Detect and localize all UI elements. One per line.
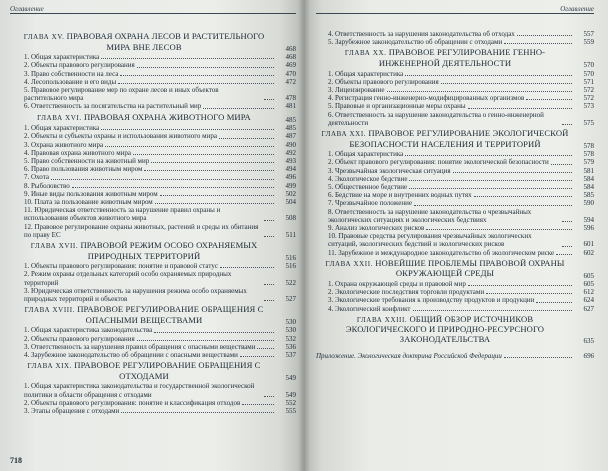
toc-entry — [12, 173, 296, 181]
dot-leader — [556, 254, 572, 255]
left-running-head: Оглавление — [10, 5, 44, 13]
toc-entry — [316, 191, 594, 199]
entry-page-number: 559 — [583, 38, 594, 47]
chapter-page-number: 530 — [285, 318, 296, 327]
entry-page-number: 584 — [583, 183, 594, 192]
entry-page-number: 496 — [285, 173, 296, 182]
dot-leader — [151, 162, 274, 163]
entry-page-number: 624 — [583, 296, 594, 305]
toc-chapter — [12, 359, 296, 382]
entry-page-number: 504 — [285, 198, 296, 207]
chapter-page-number: 468 — [285, 44, 296, 53]
chapter-prefix: ГЛАВА XXIII. — [356, 315, 408, 324]
entry-page-number: 572 — [583, 94, 594, 103]
chapter-prefix: ГЛАВА XVII. — [30, 242, 79, 251]
chapter-page-number: 549 — [285, 374, 296, 383]
dot-leader — [118, 83, 274, 84]
entry-text: 5. Зарубежное законодательство об обращении с отходами — [328, 38, 503, 47]
toc-entry — [12, 382, 296, 398]
entry-text: 9. Анализ экологических рисков — [328, 224, 425, 233]
entry-page-number: 536 — [285, 342, 296, 351]
toc-entry — [12, 223, 296, 239]
dot-leader — [468, 108, 572, 109]
entry-text: 9. Иные виды пользования животным миром — [24, 189, 158, 198]
dot-leader — [517, 35, 572, 36]
entry-page-number: 570 — [583, 69, 594, 78]
entry-text: 3. Охрана животного мира — [24, 140, 104, 149]
left-toc — [12, 30, 296, 415]
entry-page-number: 470 — [285, 69, 296, 78]
entry-page-number: 578 — [583, 150, 594, 159]
dot-leader — [453, 172, 572, 173]
entry-text: 2. Режим охраны отдельных категорий особо охраняемых природных территорий — [24, 270, 232, 287]
dot-leader — [219, 138, 274, 139]
dot-leader — [414, 205, 572, 206]
entry-page-number: 527 — [285, 295, 296, 304]
toc-chapter — [12, 111, 296, 125]
toc-entry — [316, 208, 594, 224]
dot-leader — [562, 221, 572, 222]
entry-page-number: 494 — [285, 165, 296, 174]
chapter-prefix: ГЛАВА XVIII. — [24, 306, 75, 315]
chapter-prefix: ГЛАВА XXI. — [321, 130, 367, 139]
entry-page-number: 612 — [583, 288, 594, 297]
entry-page-number: 605 — [583, 280, 594, 289]
dot-leader — [426, 229, 572, 230]
entry-page-number: 485 — [285, 124, 296, 133]
toc-entry — [316, 224, 594, 232]
entry-text: 3. Лицензирование — [328, 86, 385, 94]
toc-entry — [12, 70, 296, 78]
dot-leader — [264, 220, 274, 221]
toc-entry — [12, 61, 296, 69]
toc-entry — [12, 399, 296, 407]
toc-entry — [316, 280, 594, 288]
entry-page-number: 579 — [583, 158, 594, 167]
entry-page-number: 468 — [285, 53, 296, 62]
entry-page-number: 472 — [285, 77, 296, 86]
chapter-page-number: 578 — [583, 142, 594, 150]
chapter-page-number: 635 — [583, 337, 594, 346]
toc-entry — [12, 198, 296, 206]
entry-page-number: 516 — [285, 262, 296, 271]
chapter-title: НОВЕЙШИЕ ПРОБЛЕМЫ ПРАВОВОЙ ОХРАНЫ ОКРУЖАЮЩЕЙ СРЕДЫ — [373, 258, 565, 279]
entry-text: 1. Общая характеристика законодательства — [24, 326, 153, 335]
dot-leader — [562, 124, 572, 125]
entry-page-number: 555 — [285, 407, 296, 416]
entry-page-number: 594 — [583, 215, 594, 224]
dot-leader — [264, 284, 274, 285]
chapter-prefix: ГЛАВА XV. — [23, 33, 65, 41]
toc-chapter — [316, 127, 594, 150]
dot-leader — [264, 300, 274, 301]
dot-leader — [203, 108, 274, 109]
entry-page-number: 602 — [583, 248, 594, 257]
toc-entry — [12, 270, 296, 286]
entry-page-number: 601 — [583, 240, 594, 249]
toc-entry — [316, 199, 594, 207]
toc-entry — [316, 158, 594, 166]
dot-leader — [264, 236, 274, 237]
entry-page-number: 532 — [285, 334, 296, 343]
entry-text: 11. Юридическая ответственность за нарушение правил охраны и использования объектов животного мира — [24, 206, 221, 223]
entry-text: 2. Экологические последствия торговли продуктами — [328, 288, 485, 297]
entry-text: 1. Общая характеристика — [328, 150, 404, 159]
chapter-title: ПРАВОВАЯ ОХРАНА ЖИВОТНОГО МИРА — [81, 112, 251, 122]
entry-text: 3. Этапы обращения с отходами — [24, 407, 120, 416]
entry-text: 11. Зарубежное и международное законодательство об экологическом риске — [328, 248, 555, 257]
entry-text: 2. Объекты правового регулирования — [24, 334, 135, 343]
toc-entry — [316, 232, 594, 248]
entry-text: 4. Экологическое бедствие — [328, 174, 408, 183]
chapter-title: ПРАВОВАЯ ОХРАНА ЛЕСОВ И РАСТИТЕЛЬНОГО МИРА ВНЕ ЛЕСОВ — [64, 32, 265, 52]
entry-page-number: 590 — [583, 199, 594, 208]
toc-entry — [316, 175, 594, 183]
toc-entry — [316, 86, 594, 94]
dot-leader — [409, 180, 572, 181]
toc-entry — [316, 111, 594, 127]
toc-entry — [316, 150, 594, 158]
book-gutter — [298, 0, 310, 471]
entry-text: 12. Правовое регулирование охраны животных, растений и среды их обитания по праву ЕС — [24, 222, 259, 239]
dot-leader — [264, 99, 274, 100]
right-toc — [316, 30, 594, 360]
toc-entry — [316, 288, 594, 296]
dot-leader — [257, 348, 274, 349]
toc-entry — [12, 78, 296, 86]
toc-entry — [12, 86, 296, 102]
left-folio: 718 — [10, 456, 22, 465]
entry-page-number: 571 — [583, 77, 594, 86]
entry-text: 6. Ответственность за нарушение законодательства о генно-инженерной деятельности — [328, 110, 544, 127]
right-running-head: Оглавление — [560, 5, 594, 13]
entry-page-number: 627 — [583, 304, 594, 313]
entry-text: 5. Правовые и организационные меры охраны — [328, 102, 466, 111]
entry-text: 3. Юридическая ответственность за нарушения режима особо охраняемых природных территорий и объектов — [24, 286, 247, 304]
toc-chapter — [316, 46, 594, 69]
entry-page-number: 478 — [285, 94, 296, 103]
entry-text: 6. Ответственность за посягательства на растительный мир — [24, 102, 202, 111]
entry-text: 4. Лесопользование и его виды — [24, 77, 117, 86]
entry-page-number: 493 — [285, 157, 296, 166]
entry-page-number: 557 — [583, 30, 594, 38]
toc-entry — [12, 141, 296, 149]
entry-text: 3. Чрезвычайная экологическая ситуация — [328, 166, 451, 175]
toc-entry — [316, 38, 594, 46]
dot-leader — [72, 187, 274, 188]
toc-entry — [316, 70, 594, 78]
dot-leader — [413, 310, 573, 311]
toc-entry — [316, 167, 594, 175]
entry-text: 8. Рыболовство — [24, 181, 70, 190]
entry-text: 10. Правовые средства регулирования чрезвычайных экологических ситуаций, экологических бедствий и экологических рисков — [328, 232, 532, 249]
entry-text: 8. Ответственность за нарушение законодательства о чрезвычайных экологических ситуациях и экологических бедствиях — [328, 207, 532, 224]
entry-text: 3. Ответственность за нарушения правил обращения с опасными веществами — [24, 342, 256, 351]
entry-text: 4. Экологический конфликт — [328, 304, 411, 313]
entry-page-number: 573 — [583, 102, 594, 111]
toc-chapter — [12, 303, 296, 326]
entry-page-number: 508 — [285, 214, 296, 223]
entry-text: Приложение. Экологическая доктрина Российской Федерации — [316, 351, 502, 360]
entry-text: 5. Право собственности на животный мир — [24, 157, 150, 166]
dot-leader — [121, 412, 274, 413]
toc-entry — [12, 262, 296, 270]
dot-leader — [562, 246, 572, 247]
right-header-rule — [316, 13, 594, 14]
toc-chapter — [316, 257, 594, 280]
dot-leader — [405, 155, 572, 156]
entry-page-number: 584 — [583, 174, 594, 183]
left-header-rule — [10, 13, 296, 14]
toc-entry — [316, 305, 594, 313]
chapter-page-number: 570 — [583, 61, 594, 70]
entry-text: 5. Общественное бедствие — [328, 183, 408, 192]
entry-text: 6. Право пользования животным миром — [24, 165, 143, 174]
dot-leader — [242, 404, 274, 405]
chapter-prefix: ГЛАВА XVI. — [37, 113, 82, 122]
dot-leader — [526, 99, 572, 100]
dot-leader — [409, 188, 572, 189]
entry-page-number: 502 — [285, 189, 296, 198]
dot-leader — [133, 154, 274, 155]
toc-entry — [12, 407, 296, 415]
entry-text: 4. Регистрация генно-инженерно-модифицированных организмов — [328, 94, 525, 103]
dot-leader — [441, 83, 572, 84]
toc-entry — [316, 94, 594, 102]
entry-page-number: 522 — [285, 278, 296, 287]
toc-entry — [12, 343, 296, 351]
entry-text: 4. Зарубежное законодательство об обращении с опасными веществами — [24, 351, 238, 360]
toc-chapter — [316, 313, 594, 346]
toc-chapter — [12, 239, 296, 262]
dot-leader — [240, 356, 274, 357]
dot-leader — [536, 302, 572, 303]
dot-leader — [101, 58, 274, 59]
entry-text: 1. Охрана окружающей среды и правовой мир — [328, 280, 466, 289]
toc-chapter — [12, 30, 296, 53]
entry-text: 2. Объекты правового регулирования — [24, 61, 135, 70]
entry-text: 1. Общая характеристика — [24, 124, 100, 133]
entry-page-number: 499 — [285, 181, 296, 190]
entry-page-number: 487 — [285, 132, 296, 141]
entry-text: 2. Объекты правового регулирования: понятие и классификация отходов — [24, 398, 241, 407]
entry-page-number: 492 — [285, 148, 296, 157]
dot-leader — [137, 340, 274, 341]
dot-leader — [551, 164, 572, 165]
toc-appendix — [316, 352, 594, 360]
dot-leader — [486, 293, 572, 294]
entry-page-number: 552 — [285, 398, 296, 407]
dot-leader — [405, 75, 572, 76]
dot-leader — [137, 67, 274, 68]
dot-leader — [154, 332, 274, 333]
entry-text: 2. Объекты правового регулирования — [328, 77, 439, 86]
toc-entry — [316, 78, 594, 86]
chapter-title: ОБЩИЙ ОБЗОР ИСТОЧНИКОВ ЭКОЛОГИЧЕСКОГО И ПРИРОДНО-РЕСУРСНОГО ЗАКОНОДАТЕЛЬСТВА — [345, 314, 545, 345]
entry-page-number: 537 — [285, 351, 296, 360]
entry-text: 7. Чрезвычайное положение — [328, 199, 412, 208]
entry-text: 1. Общая характеристика — [328, 69, 404, 78]
entry-page-number: 490 — [285, 140, 296, 149]
dot-leader — [105, 146, 274, 147]
toc-entry — [316, 249, 594, 257]
entry-text: 4. Ответственность за нарушения законодательства об отходах — [328, 30, 515, 38]
dot-leader — [264, 396, 274, 397]
chapter-title: ПРАВОВОЙ РЕЖИМ ОСОБО ОХРАНЯЕМЫХ ПРИРОДНЫХ ТЕРРИТОРИЙ — [78, 241, 258, 261]
entry-text: 1. Общая характеристика законодательства и государственной экологической политики в области обращения с отходами — [24, 382, 255, 399]
toc-entry — [12, 102, 296, 110]
entry-text: 10. Плата за пользование животным миром — [24, 198, 153, 207]
toc-entry — [12, 124, 296, 132]
toc-entry — [12, 287, 296, 303]
chapter-title: ПРАВОВОЕ РЕГУЛИРОВАНИЕ ОБРАЩЕНИЯ С ОПАСНЫМИ ВЕЩЕСТВАМИ — [74, 305, 264, 325]
toc-entry — [12, 190, 296, 198]
dot-leader — [160, 195, 274, 196]
dot-leader — [468, 285, 572, 286]
chapter-page-number: 516 — [285, 254, 296, 263]
entry-page-number: 596 — [583, 224, 594, 233]
entry-page-number: 511 — [285, 230, 296, 239]
entry-page-number: 572 — [583, 86, 594, 94]
chapter-prefix: ГЛАВА XIX. — [27, 362, 73, 371]
toc-entry — [12, 165, 296, 173]
entry-text: 6. Бедствие на море и внутренних водных путях — [328, 191, 472, 200]
entry-page-number: 585 — [583, 191, 594, 200]
entry-page-number: 481 — [285, 102, 296, 111]
chapter-page-number: 485 — [285, 116, 296, 124]
toc-entry — [316, 102, 594, 110]
chapter-title: ПРАВОВОЕ РЕГУЛИРОВАНИЕ ОБРАЩЕНИЯ С ОТХОДАМИ — [72, 361, 261, 381]
entry-page-number: 696 — [583, 351, 594, 360]
chapter-prefix: ГЛАВА XXII. — [325, 259, 374, 268]
entry-text: 2. Объекты и субъекты охраны и использования животного мира — [24, 132, 217, 141]
toc-entry — [12, 206, 296, 222]
entry-page-number: 530 — [285, 326, 296, 335]
chapter-prefix: ГЛАВА XX. — [344, 49, 387, 58]
dot-leader — [474, 196, 572, 197]
dot-leader — [155, 203, 274, 204]
entry-text: 7. Охота — [24, 173, 49, 182]
chapter-page-number: 605 — [583, 271, 594, 280]
dot-leader — [220, 267, 274, 268]
entry-page-number: 581 — [583, 166, 594, 175]
entry-text: 5. Правовое регулирование мер по охране лесов и иных объектов растительного мира — [24, 86, 219, 103]
entry-text: 3. Экологические требования к производству продуктов и продукции — [328, 296, 535, 305]
chapter-title: ПРАВОВОЕ РЕГУЛИРОВАНИЕ ЭКОЛОГИЧЕСКОЙ БЕЗОПАСНОСТИ НАСЕЛЕНИЯ И ТЕРРИТОРИЙ — [349, 129, 569, 149]
dot-leader — [51, 179, 274, 180]
dot-leader — [120, 75, 274, 76]
entry-page-number: 469 — [285, 61, 296, 70]
toc-entry — [12, 326, 296, 334]
right-page — [304, 0, 608, 471]
dot-leader — [144, 170, 274, 171]
dot-leader — [101, 129, 274, 130]
entry-text: 1. Объекты правового регулирования: понятие и правовой статус — [24, 262, 218, 271]
entry-page-number: 575 — [583, 118, 594, 127]
toc-entry — [12, 182, 296, 190]
dot-leader — [504, 357, 572, 358]
toc-entry — [12, 149, 296, 157]
toc-entry — [316, 30, 594, 38]
toc-entry — [12, 157, 296, 165]
toc-entry — [12, 53, 296, 61]
entry-text: 3. Право собственности на леса — [24, 69, 119, 78]
toc-entry — [316, 183, 594, 191]
chapter-title: ПРАВОВОЕ РЕГУЛИРОВАНИЕ ГЕННО-ИНЖЕНЕРНОЙ ДЕЯТЕЛЬНОСТИ — [378, 48, 546, 68]
entry-page-number: 549 — [285, 390, 296, 399]
toc-entry — [12, 132, 296, 140]
entry-text: 4. Правовая охрана животного мира — [24, 148, 132, 157]
dot-leader — [504, 43, 572, 44]
dot-leader — [387, 91, 572, 92]
entry-text: 2. Объект правового регулирования: понятие экологической безопасности — [328, 158, 549, 167]
toc-entry — [12, 335, 296, 343]
toc-entry — [316, 296, 594, 304]
toc-entry — [12, 351, 296, 359]
entry-text: 1. Общая характеристика — [24, 53, 100, 62]
